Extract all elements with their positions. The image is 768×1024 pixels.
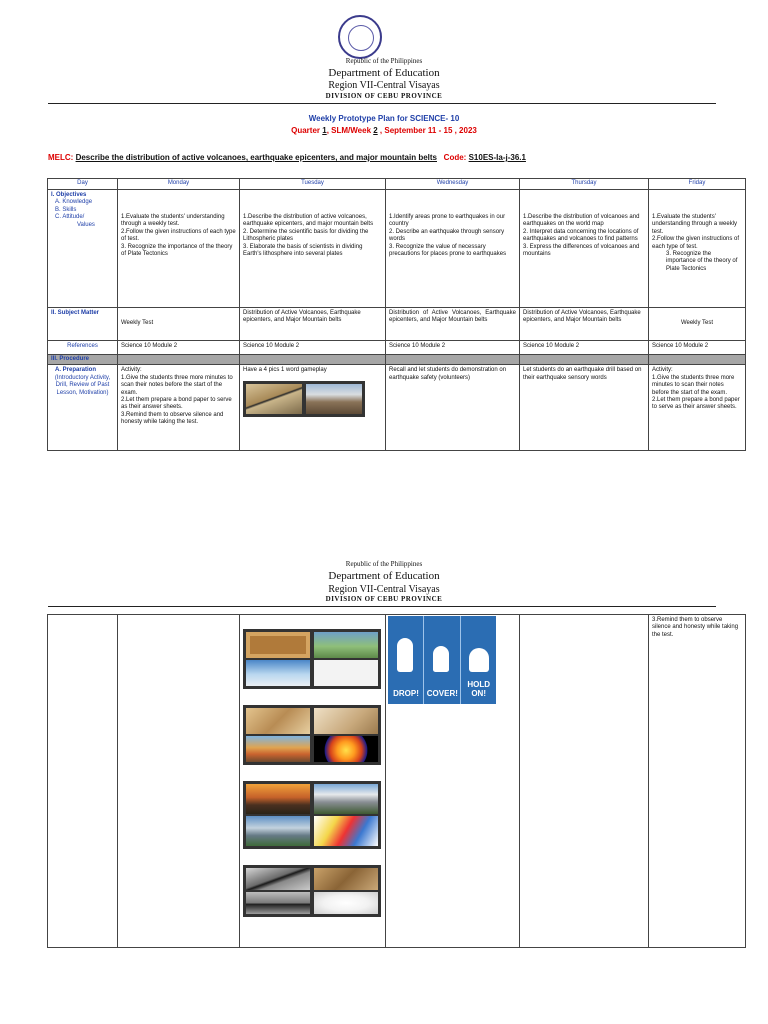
preparation-wednesday: Recall and let students do demonstration on earthquake safety (volunteers) bbox=[386, 365, 520, 451]
region-line: Region VII-Central Visayas bbox=[328, 80, 440, 91]
subject-tuesday: Distribution of Active Volcanoes, Earthquake epicenters, and Major Mountain belts bbox=[240, 308, 386, 341]
subject-thursday: Distribution of Active Volcanoes, Earthquake epicenters, and Major Mountain belts bbox=[520, 308, 649, 341]
division-line: DIVISION OF CEBU PROVINCE bbox=[325, 92, 443, 100]
references-tuesday: Science 10 Module 2 bbox=[240, 341, 386, 355]
frame-image bbox=[246, 632, 310, 658]
preparation-monday: Activity: 1.Give the students three more minutes to scan their notes before the start of the exam. 2.Let them prepare a bond paper to serve as their answer sheets. 3.Remind them to observe silence and honesty while taking the test. bbox=[118, 365, 240, 451]
references-thursday: Science 10 Module 2 bbox=[520, 341, 649, 355]
landscape-image bbox=[314, 632, 378, 658]
subject-label: II. Subject Matter bbox=[48, 308, 118, 341]
split-rock-image bbox=[246, 892, 310, 914]
continued-label-cell bbox=[48, 615, 118, 948]
objectives-friday: 1.Evaluate the students' understanding through a weekly test. 2.Follow the given instructions of each type of test. 3. Recognize the importance of the theory of Plate Tectonics bbox=[649, 190, 746, 308]
department-line: Department of Education bbox=[328, 67, 440, 79]
plate-image bbox=[314, 892, 378, 914]
melc-code: S10ES-Ia-j-36.1 bbox=[468, 153, 526, 162]
hold-on-panel: HOLD ON! bbox=[461, 616, 496, 704]
deped-seal-icon bbox=[338, 15, 382, 59]
drop-figure-icon bbox=[397, 638, 413, 672]
layered-crust-image bbox=[246, 736, 310, 762]
table-row-preparation bbox=[48, 365, 746, 451]
melc-label: MELC: bbox=[48, 153, 74, 162]
references-friday: Science 10 Module 2 bbox=[649, 341, 746, 355]
table-header-row bbox=[48, 179, 746, 190]
header-rule-2 bbox=[48, 606, 716, 607]
division-line-2: DIVISION OF CEBU PROVINCE bbox=[325, 595, 443, 603]
col-header-monday: Monday bbox=[118, 179, 240, 190]
subject-friday: Weekly Test bbox=[649, 308, 746, 341]
four-pics-image-set-1 bbox=[243, 381, 365, 417]
references-label: References bbox=[48, 341, 118, 355]
crack-image bbox=[246, 868, 310, 890]
table-row-procedure bbox=[48, 355, 746, 365]
objectives-label-cell: I. Objectives A. Knowledge B. Skills C. Attitude/ Values bbox=[48, 190, 118, 308]
four-pics-image-set-5 bbox=[243, 865, 381, 917]
objectives-monday: 1.Evaluate the students' understanding through a weekly test. 2.Follow the given instructions of each type of test. 3. Recognize the importance of the theory of Plate Tectonics bbox=[118, 190, 240, 308]
continued-wednesday bbox=[386, 615, 520, 948]
sky-image bbox=[246, 660, 310, 686]
dry-soil-image bbox=[314, 868, 378, 890]
hold-on-figure-icon bbox=[469, 648, 489, 672]
col-header-tuesday: Tuesday bbox=[240, 179, 386, 190]
continued-thursday bbox=[520, 615, 649, 948]
table-row-subject-matter bbox=[48, 308, 746, 341]
volcano-sunset-image bbox=[246, 784, 310, 814]
melc-line bbox=[48, 153, 526, 162]
preparation-tuesday: Have a 4 pics 1 word gameplay bbox=[240, 365, 386, 451]
map-outline-image bbox=[314, 660, 378, 686]
table-row-objectives bbox=[48, 190, 746, 308]
plan-subtitle: Quarter 1, SLM/Week 2 , September 11 - 15 , 2023 bbox=[291, 126, 477, 135]
four-pics-image-set-3 bbox=[243, 705, 381, 765]
references-monday: Science 10 Module 2 bbox=[118, 341, 240, 355]
melc-code-label: Code: bbox=[443, 153, 467, 162]
plan-title: Weekly Prototype Plan for SCIENCE- 10 bbox=[308, 114, 460, 123]
procedure-label: III. Procedure bbox=[48, 355, 118, 365]
continued-tuesday bbox=[240, 615, 386, 948]
objectives-tuesday: 1.Describe the distribution of active volcanoes, earthquake epicenters, and major mountain belts 2. Determine the scientific basis for dividing the Lithospheric plates 3. Elaborate the basis of scientists in dividing Earth's lithosphere into several plates bbox=[240, 190, 386, 308]
snowy-mountains-image bbox=[314, 784, 378, 814]
cracked-earth-image bbox=[246, 708, 310, 734]
continued-friday: 3.Remind them to observe silence and honesty while taking the test. bbox=[649, 615, 746, 948]
four-pics-image-set-2 bbox=[243, 629, 381, 689]
republic-line: Republic of the Philippines bbox=[345, 57, 423, 65]
col-header-friday: Friday bbox=[649, 179, 746, 190]
fault-line-image bbox=[246, 384, 302, 414]
drop-panel: DROP! bbox=[388, 616, 424, 704]
republic-line-2: Republic of the Philippines bbox=[345, 560, 423, 568]
preparation-thursday: Let students do an earthquake drill based on their earthquake sensory words bbox=[520, 365, 649, 451]
table-row-references bbox=[48, 341, 746, 355]
table-row-continued bbox=[48, 615, 746, 948]
col-header-wednesday: Wednesday bbox=[386, 179, 520, 190]
lesson-plan-table bbox=[47, 178, 746, 451]
header-rule bbox=[48, 103, 716, 104]
preparation-label-cell: A. Preparation (Introductory Activity, Drill, Review of Past Lesson, Motivation) bbox=[48, 365, 118, 451]
subject-wednesday: Distribution of Active Volcanoes, Earthquake epicenters, and Major Mountain belts bbox=[386, 308, 520, 341]
references-wednesday: Science 10 Module 2 bbox=[386, 341, 520, 355]
cover-figure-icon bbox=[433, 646, 449, 672]
lesson-plan-table-continued bbox=[47, 614, 746, 948]
mountain-range-image bbox=[246, 816, 310, 846]
cover-panel: COVER! bbox=[424, 616, 460, 704]
col-header-day: Day bbox=[48, 179, 118, 190]
continued-monday bbox=[118, 615, 240, 948]
department-line-2: Department of Education bbox=[328, 570, 440, 582]
folded-layers-image bbox=[314, 816, 378, 846]
melc-text: Describe the distribution of active volcanoes, earthquake epicenters, and major mountain belts bbox=[75, 153, 437, 162]
subject-monday: Weekly Test bbox=[118, 308, 240, 341]
objectives-wednesday: 1.Identify areas prone to earthquakes in our country 2. Describe an earthquake through sensory words 3. Recognize the value of necessary precautions for places prone to earthquakes bbox=[386, 190, 520, 308]
four-pics-image-set-4 bbox=[243, 781, 381, 849]
objectives-thursday: 1.Describe the distribution of volcanoes and earthquakes on the world map 2. Interpret data concerning the locations of earthquakes and volcanoes to find patterns 3. Express the differences of volcanoes and mountains bbox=[520, 190, 649, 308]
drop-cover-hold-image bbox=[388, 616, 496, 704]
earth-layers-image bbox=[314, 736, 378, 762]
puzzle-map-image bbox=[314, 708, 378, 734]
region-line-2: Region VII-Central Visayas bbox=[328, 584, 440, 595]
rock-layers-image bbox=[306, 384, 362, 414]
col-header-thursday: Thursday bbox=[520, 179, 649, 190]
preparation-friday: Activity: 1.Give the students three more minutes to scan their notes before the start of the exam. 2.Let them prepare a bond paper to serve as their answer sheets. bbox=[649, 365, 746, 451]
